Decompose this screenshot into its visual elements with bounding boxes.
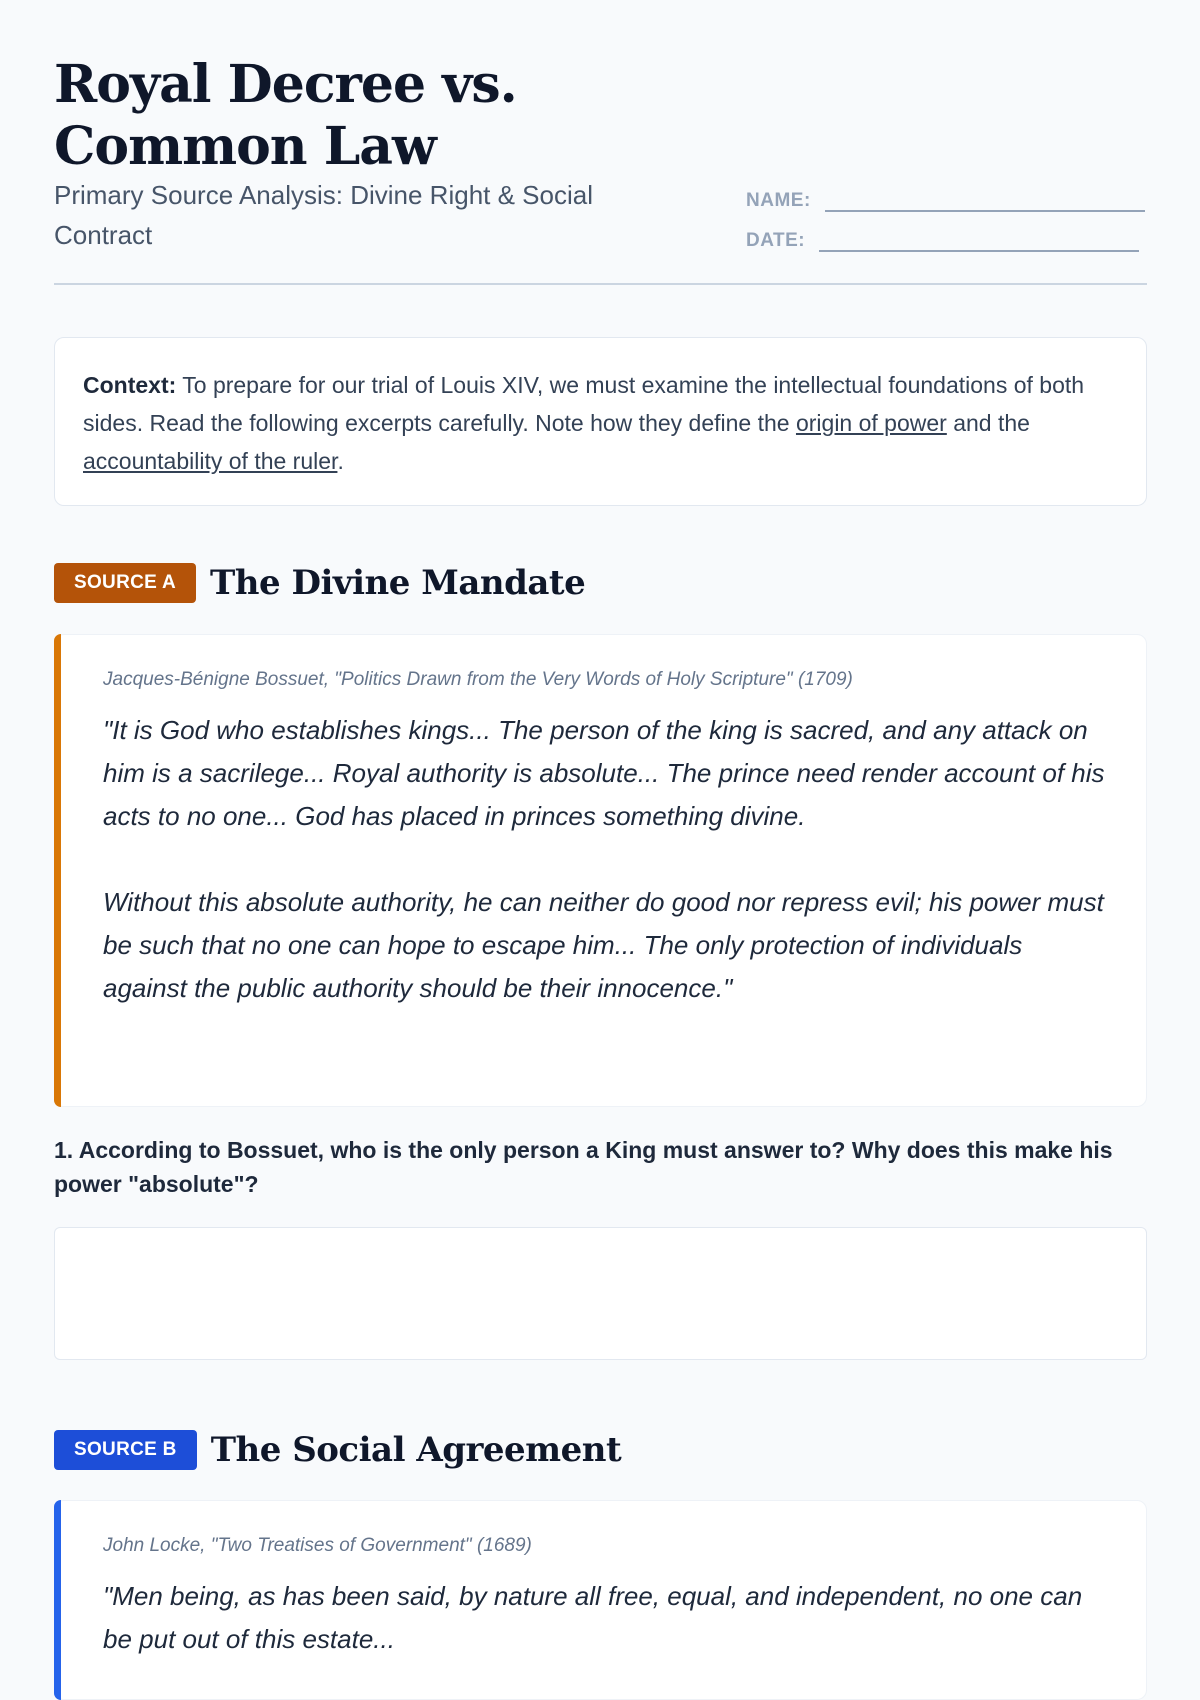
source-b-citation: John Locke, "Two Treatises of Government" (1689) <box>103 1535 532 1556</box>
source-a-header <box>54 563 585 603</box>
date-label: DATE: <box>746 230 806 251</box>
source-b-quote-card <box>54 1500 1147 1700</box>
source-a-paragraph-2: Without this absolute authority, he can neither do good nor repress evil; his power must be such that no one can hope to escape him... The only protection of individuals against the public authority should be their innocence." <box>103 887 1104 1003</box>
date-field-row <box>746 226 1139 252</box>
page-subtitle: Primary Source Analysis: Divine Right & Social Contract <box>54 180 593 250</box>
context-underline-origin: origin of power <box>795 410 947 436</box>
context-text-3: . <box>337 448 344 474</box>
context-label: Context: <box>83 372 177 398</box>
question-1-answer-box[interactable] <box>54 1227 1147 1360</box>
source-b-badge: SOURCE B <box>54 1430 197 1470</box>
source-b-header <box>54 1430 621 1470</box>
context-text-2: and the <box>946 410 1030 436</box>
source-a-quote-card <box>54 634 1147 1107</box>
worksheet-header <box>54 0 1147 285</box>
name-label: NAME: <box>746 190 811 211</box>
name-field-row <box>746 186 1145 212</box>
date-blank-line[interactable] <box>819 226 1139 252</box>
context-underline-accountability: accountability of the ruler <box>83 448 338 474</box>
source-b-title: The Social Agreement <box>210 1430 622 1470</box>
source-a-citation: Jacques-Bénigne Bossuet, "Politics Drawn from the Very Words of Holy Scripture" (1709) <box>103 669 853 690</box>
name-blank-line[interactable] <box>825 186 1145 212</box>
source-b-paragraph-1: "Men being, as has been said, by nature all free, equal, and independent, no one can be put out of this estate... <box>103 1581 1083 1654</box>
source-a-paragraph-1: "It is God who establishes kings... The person of the king is sacred, and any attack on him is a sacrilege... Royal authority is absolute... The prince need render account of his acts to no one... God has placed in princes something divine. <box>103 715 1105 831</box>
source-b-quote <box>103 1575 1106 1661</box>
source-a-badge: SOURCE A <box>54 563 196 603</box>
source-a-quote <box>103 709 1106 1010</box>
source-a-title: The Divine Mandate <box>209 563 586 603</box>
context-box <box>54 337 1147 506</box>
question-1: 1. According to Bossuet, who is the only person a King must answer to? Why does this make his power "absolute"? <box>54 1137 1113 1197</box>
page-title: Royal Decree vs. Common Law <box>54 54 517 177</box>
context-text-1: To prepare for our trial of Louis XIV, we must examine the intellectual foundations of both sides. Read the following excerpts carefully. Note how they define the <box>83 372 1085 436</box>
worksheet-page <box>54 0 1147 1654</box>
